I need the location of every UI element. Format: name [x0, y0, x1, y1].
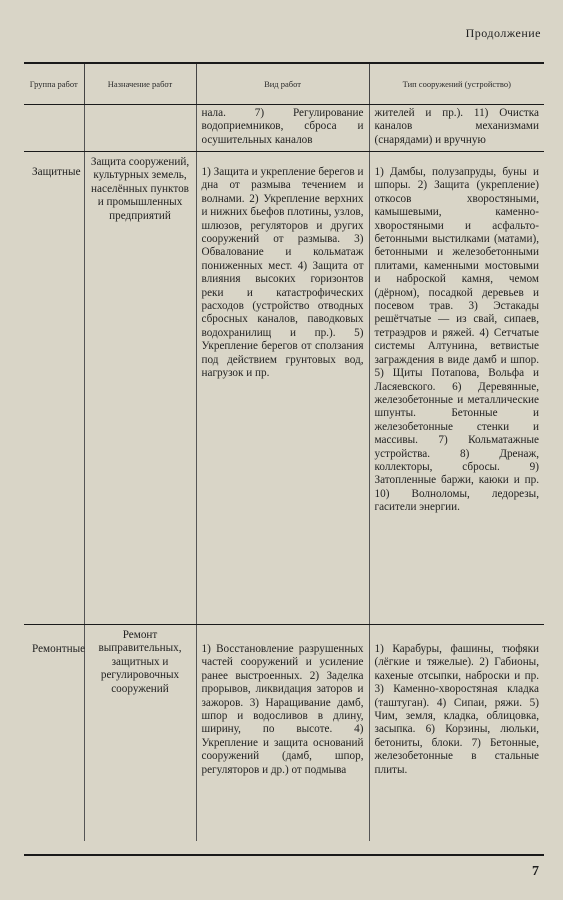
cell-purpose: Ремонт выправительных, защитных и регулировочных сооружений [84, 625, 196, 842]
page-number: 7 [532, 864, 539, 879]
cell-group: Защитные [24, 152, 84, 625]
table-header-row [24, 63, 544, 105]
column-header-works: Вид работ [196, 63, 369, 105]
table-row [24, 152, 544, 625]
cell-purpose: Защита сооружений, культурных земель, населённых пунктов и промышленных предприятий [84, 152, 196, 625]
cell-structures: жителей и пр.). 11) Очистка каналов механизмами (снарядами) и вручную [369, 105, 544, 152]
table-bottom-rule [24, 854, 544, 856]
column-header-group: Группа работ [24, 63, 84, 105]
table-row [24, 105, 544, 152]
cell-purpose [84, 105, 196, 152]
column-header-structures: Тип сооружений (устройство) [369, 63, 544, 105]
table-row [24, 625, 544, 842]
cell-works: нала. 7) Регулирование водоприемников, сброса и осушительных каналов [196, 105, 369, 152]
cell-group: Ремонтные [32, 643, 86, 655]
column-header-purpose: Назначение работ [84, 63, 196, 105]
continued-label: Продолжение [465, 26, 541, 40]
cell-structures: 1) Карабуры, фашины, тюфяки (лёгкие и тяжелые). 2) Габионы, кахеные отсыпки, наброски и пр. 3) Каменно-хворостяная кладка (таштуган). 4) Сипаи, ряжи. 5) Чим, земля, кладка, облицовка, засыпка. 6) Корзины, люльки, бетониты, блоки. 7) Бетонные, железобетонные в стальные плиты. [369, 625, 544, 842]
cell-works: 1) Защита и укрепление берегов и дна от размыва течением и волнами. 2) Укрепление верхних и нижних бьефов плотины, узлов, шлюзов, регуляторов и других сооружений от размыва. 3) Обвалование и кольматаж пониженных мест. 4) Защита от влияния высоких горизонтов реки и катастрофических расходов (устройство отводных сбросных каналов, паводковых водохранилищ и пр.). 5) Укрепление берегов от сползания под действием грунтовых вод, нагрузок и пр. [196, 152, 369, 625]
cell-structures: 1) Дамбы, полузапруды, буны и шпоры. 2) Защита (укрепление) откосов хворостяными, камышевыми, каменно-хворостяными и асфальто-бетонными выстилками (матами), бетонными и железобетонными плитами, каменными мостовыми и наброской камня, чемом (дёрном), посадкой деревьев и посевом трав. 3) Эстакады решётчатые — из свай, сипаев, тетраэдров и ряжей. 4) Сетчатые системы Алтунина, ветвистые заграждения в виде дамб и шпор. 5) Щиты Потапова, Вольфа и Ласяевского. 6) Деревянные, железобетонные и металлические шпунты. Бетонные и железобетонные стенки и массивы. 7) Кольматажные устройства. 8) Дренаж, коллекторы, сбросы. 9) Затопленные баржи, каюки и пр. 10) Волноломы, ледорезы, гасители энергии. [369, 152, 544, 625]
cell-group [24, 105, 84, 152]
works-table [24, 62, 544, 841]
cell-works: 1) Восстановление разрушенных частей сооружений и усиление ранее выстроенных. 2) Заделка прорывов, ликвидация заторов и зажоров. 3) Наращивание дамб, шпор и водосливов в длину, ширину, по высоте. 4) Укрепление и защита оснований сооружений (дамб, шпор, регуляторов и др.) от подмыва [196, 625, 369, 842]
